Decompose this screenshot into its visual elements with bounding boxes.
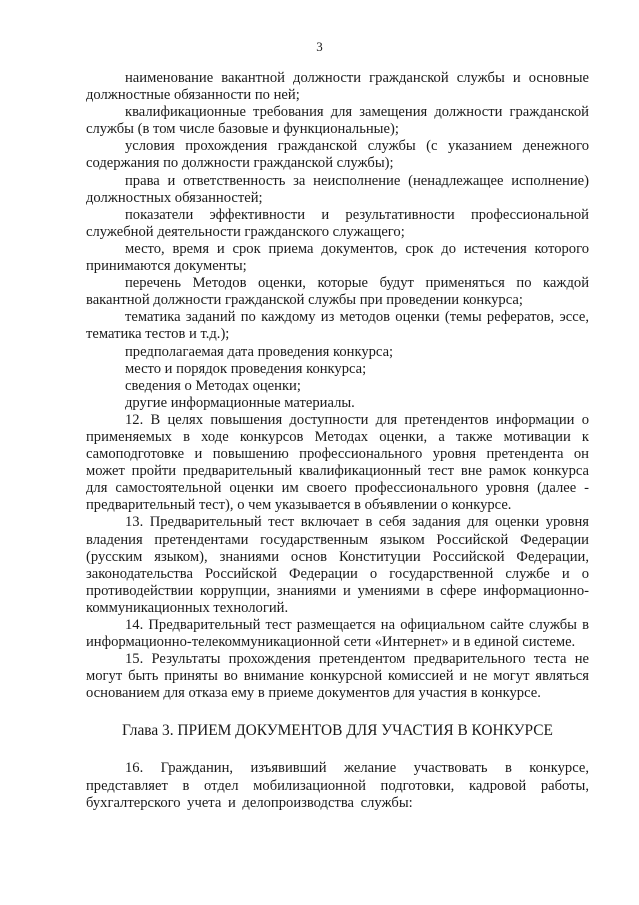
clause-13: 13. Предварительный тест включает в себя задания для оценки уровня владения претендентами государственным языком Российской Федерации (русским языком), знаниями основ Конституции Российской Федерации, законодательства Российской Федерации о государственной службе и о противодействии коррупции, знаниями и умениями в сфере информационно-коммуникационных технологий. <box>86 514 589 616</box>
clause-15: 15. Результаты прохождения претендентом предварительного теста не могут быть приняты во внимание конкурсной комиссией и не могут являться основанием для отказа ему в приеме документов для участия в конкурсе. <box>86 651 589 702</box>
paragraph-service-conditions: условия прохождения гражданской службы (с указанием денежного содержания по должности гражданской службы); <box>86 138 589 172</box>
clause-16: 16. Гражданин, изъявивший желание участвовать в конкурсе, представляет в отдел мобилизационной подготовки, кадровой работы, бухгалтерского учета и делопроизводства службы: <box>86 760 589 811</box>
page-number: 3 <box>316 39 323 54</box>
clause-14: 14. Предварительный тест размещается на официальном сайте службы в информационно-телекоммуникационной сети «Интернет» и в единой системе. <box>86 617 589 651</box>
paragraph-assessment-methods-list: перечень Методов оценки, которые будут применяться по каждой вакантной должности гражданской службы при проведении конкурса; <box>86 275 589 309</box>
paragraph-performance-indicators: показатели эффективности и результативности профессиональной служебной деятельности гражданского служащего; <box>86 206 589 240</box>
paragraph-vacancy-name: наименование вакантной должности гражданской службы и основные должностные обязанности по ней; <box>86 70 589 104</box>
document-body <box>86 70 589 812</box>
paragraph-rights-responsibility: права и ответственность за неисполнение (ненадлежащее исполнение) должностных обязанностей; <box>86 172 589 206</box>
chapter-heading: Глава 3. ПРИЕМ ДОКУМЕНТОВ ДЛЯ УЧАСТИЯ В КОНКУРСЕ <box>122 722 553 740</box>
paragraph-assignment-topics: тематика заданий по каждому из методов оценки (темы рефератов, эссе, тематика тестов и т.д.); <box>86 309 589 343</box>
paragraph-contest-date: предполагаемая дата проведения конкурса; <box>125 343 394 360</box>
paragraph-other-materials: другие информационные материалы. <box>125 394 355 411</box>
paragraph-contest-place: место и порядок проведения конкурса; <box>125 360 367 377</box>
clause-12: 12. В целях повышения доступности для претендентов информации о применяемых в ходе конкурсов Методах оценки, а также мотивации к самоподготовке и повышению профессионального уровня претендента он может пройти предварительный квалификационный тест вне рамок конкурса для самостоятельной оценки им своего профессионального уровня (далее - предварительный тест), о чем указывается в объявлении о конкурсе. <box>86 411 589 514</box>
paragraph-document-intake: место, время и срок приема документов, срок до истечения которого принимаются документы; <box>86 240 589 275</box>
paragraph-qualification-requirements: квалификационные требования для замещения должности гражданской службы (в том числе базовые и функциональные); <box>86 104 589 138</box>
paragraph-methods-info: сведения о Методах оценки; <box>125 377 301 394</box>
